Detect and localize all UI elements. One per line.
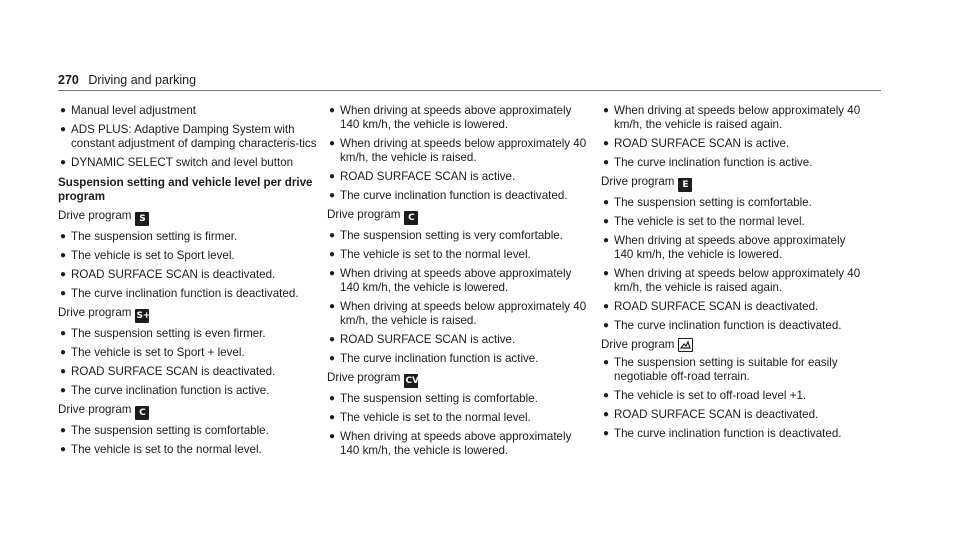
bullet-icon: ● (603, 235, 610, 246)
drive-program-sport: Drive program S (58, 209, 320, 226)
bullet-icon: ● (60, 124, 67, 135)
list-item: ● The curve inclination function is deactivated. (603, 319, 842, 332)
list-item: ● ROAD SURFACE SCAN is active. (329, 170, 516, 183)
column-3 (601, 100, 863, 446)
list-item: ● Manual level adjustment (60, 104, 197, 117)
list-item: ● The suspension setting is comfortable. (60, 424, 269, 437)
list-item: ● The vehicle is set to Sport level. (60, 249, 235, 262)
list-item: ● When driving at speeds below approximately 40 km/h, the vehicle is raised. (329, 300, 587, 327)
list-item: ● ROAD SURFACE SCAN is active. (329, 333, 516, 346)
bullet-icon: ● (329, 393, 336, 404)
bullet-icon: ● (60, 157, 67, 168)
bullet-icon: ● (60, 366, 67, 377)
drive-program-curve: Drive program C (327, 208, 589, 225)
list-item: ● The curve inclination function is active. (60, 384, 270, 397)
list-item: ● ROAD SURFACE SCAN is deactivated. (603, 300, 819, 313)
curve-program-icon: C (404, 211, 418, 225)
bullet-icon: ● (329, 353, 336, 364)
list-item: ● ROAD SURFACE SCAN is deactivated. (603, 408, 819, 421)
bullet-icon: ● (603, 390, 610, 401)
sport-plus-list (58, 327, 320, 398)
bullet-icon: ● (603, 268, 610, 279)
bullet-icon: ● (603, 138, 610, 149)
bullet-icon: ● (603, 409, 610, 420)
eco-program-icon: E (678, 178, 692, 192)
offroad-icon (678, 338, 693, 352)
bullet-icon: ● (603, 301, 610, 312)
section-title: Driving and parking (88, 73, 197, 87)
list-item: ● DYNAMIC SELECT switch and level button (60, 156, 294, 169)
bullet-icon: ● (60, 105, 67, 116)
list-item: ● When driving at speeds above approximately 140 km/h, the vehicle is lowered. (329, 104, 572, 131)
bullet-icon: ● (329, 334, 336, 345)
bullet-icon: ● (60, 425, 67, 436)
list-item: ● ROAD SURFACE SCAN is deactivated. (60, 268, 276, 281)
bullet-icon: ● (329, 249, 336, 260)
section-heading: Suspension setting and vehicle level per drive program (58, 176, 313, 203)
list-item: ● The curve inclination function is active. (603, 156, 813, 169)
bullet-icon: ● (60, 288, 67, 299)
bullet-icon: ● (60, 231, 67, 242)
comfort-list (58, 424, 320, 457)
bullet-icon: ● (329, 412, 336, 423)
bullet-icon: ● (329, 105, 336, 116)
drive-program-sport-plus: Drive program S+ (58, 306, 151, 321)
bullet-icon: ● (60, 250, 67, 261)
list-item: ● ADS PLUS: Adaptive Damping System with constant adjustment of damping characteris-tics (60, 123, 317, 150)
sport-program-icon: S (135, 212, 149, 226)
bullet-icon: ● (60, 328, 67, 339)
bullet-icon: ● (60, 385, 67, 396)
bullet-icon: ● (603, 157, 610, 168)
sport-plus-program-icon: S+ (136, 311, 151, 321)
list-item: ● ROAD SURFACE SCAN is active. (603, 137, 790, 150)
list-item: ● The vehicle is set to the normal level. (329, 248, 531, 261)
list-item: ● The curve inclination function is deactivated. (60, 287, 299, 300)
intro-list (58, 104, 320, 170)
list-item: ● When driving at speeds below approximately 40 km/h, the vehicle is raised. (329, 137, 587, 164)
bullet-icon: ● (329, 230, 336, 241)
bullet-icon: ● (329, 171, 336, 182)
list-item: ● The suspension setting is even firmer. (60, 327, 266, 340)
drive-program-comfort: Drive program C (58, 403, 320, 420)
list-item: ● The curve inclination function is active. (329, 352, 539, 365)
cv-list-continued (601, 104, 863, 170)
bullet-icon: ● (603, 320, 610, 331)
comfort-program-icon: C (135, 406, 149, 420)
bullet-icon: ● (60, 444, 67, 455)
list-item: ● The vehicle is set to the normal level. (603, 215, 805, 228)
offroad-list (601, 356, 863, 441)
sport-list (58, 230, 320, 301)
bullet-icon: ● (603, 216, 610, 227)
list-item: ● When driving at speeds below approximately 40 km/h, the vehicle is raised again. (603, 104, 861, 131)
bullet-icon: ● (329, 301, 336, 312)
bullet-icon: ● (329, 268, 336, 279)
list-item: ● The vehicle is set to off-road level +1. (603, 389, 807, 402)
bullet-icon: ● (329, 431, 336, 442)
list-item: ● The suspension setting is suitable for easily negotiable off-road terrain. (603, 356, 838, 383)
page-header (58, 72, 196, 88)
bullet-icon: ● (603, 428, 610, 439)
comfort-list-continued (327, 104, 589, 203)
list-item: ● The vehicle is set to the normal level. (329, 411, 531, 424)
list-item: ● The suspension setting is firmer. (60, 230, 238, 243)
column-1 (58, 100, 320, 462)
cv-list (327, 392, 589, 458)
list-item: ● When driving at speeds below approximately 40 km/h, the vehicle is raised again. (603, 267, 861, 294)
list-item: ● The curve inclination function is deactivated. (603, 427, 842, 440)
list-item: ● The vehicle is set to Sport + level. (60, 346, 245, 359)
header-divider (58, 90, 881, 91)
drive-program-eco: Drive program E (601, 175, 863, 192)
bullet-icon: ● (603, 357, 610, 368)
column-2 (327, 100, 589, 463)
list-item: ● The curve inclination function is deactivated. (329, 189, 568, 202)
page-number: 270 (58, 73, 79, 87)
list-item: ● The suspension setting is comfortable. (603, 196, 812, 209)
list-item: ● The suspension setting is comfortable. (329, 392, 538, 405)
list-item: ● The suspension setting is very comfortable. (329, 229, 563, 242)
bullet-icon: ● (603, 197, 610, 208)
curve-list (327, 229, 589, 366)
list-item: ● When driving at speeds above approximately 140 km/h, the vehicle is lowered. (329, 430, 572, 457)
cv-program-icon: CV (405, 376, 420, 386)
bullet-icon: ● (329, 138, 336, 149)
bullet-icon: ● (60, 269, 67, 280)
list-item: ● When driving at speeds above approximately 140 km/h, the vehicle is lowered. (603, 234, 846, 261)
drive-program-cv: Drive program CV (327, 371, 420, 386)
bullet-icon: ● (60, 347, 67, 358)
bullet-icon: ● (329, 190, 336, 201)
list-item: ● When driving at speeds above approximately 140 km/h, the vehicle is lowered. (329, 267, 572, 294)
list-item: ● ROAD SURFACE SCAN is deactivated. (60, 365, 276, 378)
list-item: ● The vehicle is set to the normal level. (60, 443, 262, 456)
bullet-icon: ● (603, 105, 610, 116)
eco-list (601, 196, 863, 333)
drive-program-offroad: Drive program (601, 338, 863, 352)
